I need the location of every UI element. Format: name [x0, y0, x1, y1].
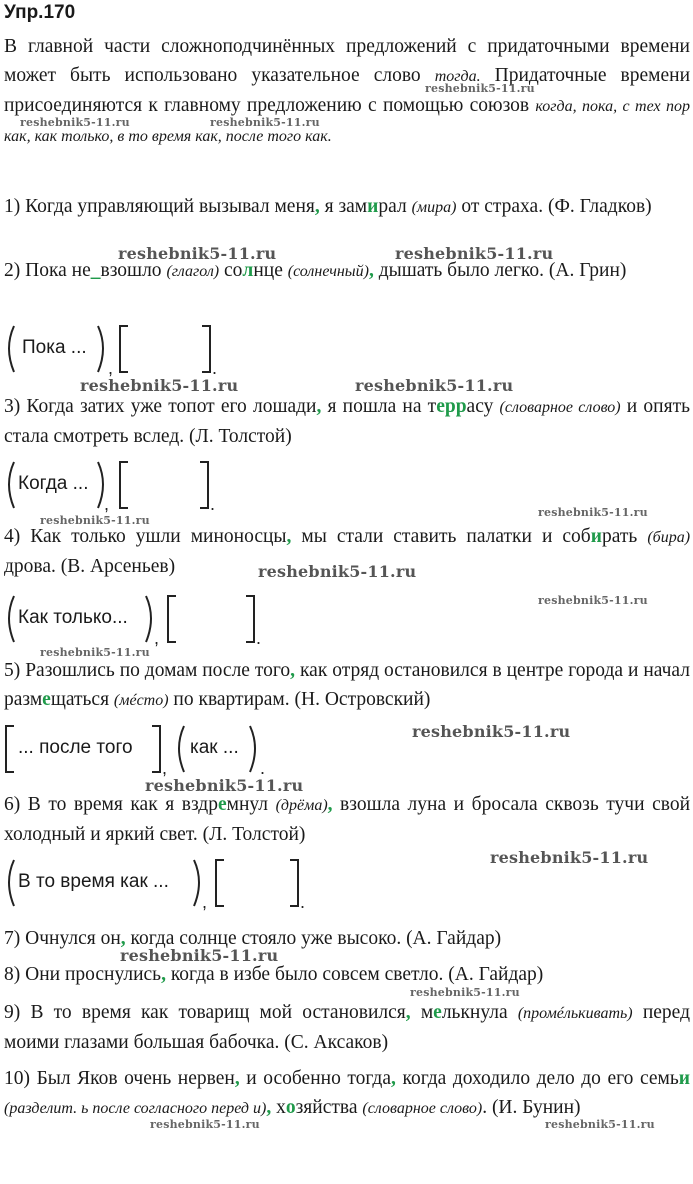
- intro-text-2: Придаточные времени присоединяются к главному предложению с помощью союзов: [4, 65, 691, 116]
- text: х: [271, 1097, 286, 1118]
- text: я зам: [319, 196, 368, 217]
- svg-text:.: .: [260, 758, 266, 778]
- watermark: reshebnik5-11.ru: [410, 986, 520, 999]
- sentence-number: 7): [4, 928, 21, 949]
- scheme-6: [4, 854, 324, 914]
- intro-text-1: В главной части сложноподчинённых предложений с придаточными времени может быть использовано указательное слово: [4, 36, 690, 86]
- watermark: reshebnik5-11.ru: [118, 244, 277, 263]
- text: как отряд остановился в центре города и начал разм: [4, 660, 690, 710]
- svg-text:.: .: [210, 494, 216, 514]
- text: Был Яков очень нервен: [36, 1068, 235, 1089]
- text: когда в избе было совсем светло. (А. Гайдар): [165, 964, 544, 985]
- text: В то время как я вздр: [27, 794, 218, 815]
- highlight-letter: и: [367, 196, 379, 217]
- intro-italic-1: тогда.: [434, 68, 481, 85]
- sentence-8: [4, 960, 690, 989]
- sentence-number: 4): [4, 526, 21, 547]
- watermark: reshebnik5-11.ru: [20, 116, 130, 129]
- text: рать: [601, 526, 648, 547]
- text: по квартирам. (Н. Островский): [168, 689, 431, 710]
- sentence-number: 6): [4, 794, 21, 815]
- scheme-label: Когда ...: [18, 473, 89, 494]
- watermark: reshebnik5-11.ru: [258, 562, 417, 581]
- watermark: reshebnik5-11.ru: [120, 946, 279, 965]
- sentence-2: [4, 256, 690, 286]
- check-word: (мира): [411, 199, 457, 216]
- highlight-letter: и: [678, 1068, 691, 1089]
- scheme-label: Пока ...: [22, 337, 87, 358]
- check-word: (глагол): [166, 263, 220, 280]
- text: В то время как товарищ мой остановился: [30, 1002, 406, 1023]
- sentence-number: 2): [4, 260, 21, 281]
- comma-mark: ,: [391, 1068, 396, 1089]
- sentence-6: [4, 790, 690, 849]
- highlight-letter: е: [433, 1002, 442, 1023]
- svg-text:.: .: [212, 358, 218, 378]
- sentence-1: [4, 192, 690, 222]
- text: зяйства: [295, 1097, 363, 1118]
- comma-mark: ,: [286, 526, 292, 547]
- text: лькнула: [441, 1002, 518, 1023]
- comma-mark: ,: [327, 794, 333, 815]
- sentence-3: [4, 392, 690, 451]
- text: и особенно тогда: [239, 1068, 392, 1089]
- sentence-number: 1): [4, 196, 21, 217]
- text: мы стали ставить палатки и соб: [291, 526, 591, 547]
- text: Когда управляющий вызывал меня: [25, 196, 315, 217]
- scheme-4: [4, 590, 274, 650]
- text: Пока не: [25, 260, 91, 281]
- svg-text:,: ,: [202, 892, 208, 912]
- comma-mark: ,: [405, 1002, 411, 1023]
- scheme-label: В то время как ...: [18, 871, 169, 892]
- check-word: (дрёма): [275, 797, 328, 814]
- scheme-3: [4, 456, 224, 516]
- comma-mark: ,: [290, 660, 296, 681]
- scheme-2: [4, 320, 224, 380]
- sentence-number: 10): [4, 1068, 30, 1089]
- check-word: (мéсто): [113, 692, 169, 709]
- watermark: reshebnik5-11.ru: [538, 594, 648, 607]
- comma-mark: ,: [234, 1068, 240, 1089]
- sentence-number: 5): [4, 660, 21, 681]
- scheme-5: [4, 720, 274, 780]
- text: Они проснулись: [25, 964, 162, 985]
- scheme-label: Как только...: [18, 607, 128, 628]
- svg-text:,: ,: [154, 628, 160, 648]
- watermark: reshebnik5-11.ru: [40, 646, 150, 659]
- comma-mark: ,: [266, 1097, 272, 1118]
- sentence-9: [4, 998, 690, 1057]
- watermark: reshebnik5-11.ru: [395, 244, 554, 263]
- text: когда доходило дело до его семь: [395, 1068, 679, 1089]
- text: взошло: [100, 260, 167, 281]
- watermark: reshebnik5-11.ru: [490, 848, 649, 867]
- scheme-label-sub: как ...: [190, 737, 239, 758]
- watermark: reshebnik5-11.ru: [80, 376, 239, 395]
- text: . (И. Бунин): [482, 1097, 581, 1118]
- watermark: reshebnik5-11.ru: [538, 506, 648, 519]
- text: со: [224, 260, 243, 281]
- text: дышать было легко. (А. Грин): [373, 260, 627, 281]
- sentence-number: 8): [4, 964, 21, 985]
- sentence-7: [4, 924, 690, 953]
- check-word: (словарное слово): [362, 1100, 483, 1117]
- text: взошла луна и бросала сквозь тучи свой холодный и яркий свет. (Л. Толстой): [4, 794, 691, 845]
- svg-text:.: .: [256, 628, 262, 648]
- sentence-number: 9): [4, 1002, 21, 1023]
- svg-text:,: ,: [162, 758, 168, 778]
- svg-text:.: .: [300, 892, 306, 912]
- watermark: reshebnik5-11.ru: [210, 116, 320, 129]
- text: м: [410, 1002, 434, 1023]
- text: и опять стала смотреть вслед. (Л. Толстой): [4, 396, 690, 447]
- text: нце: [253, 260, 288, 281]
- check-word: (промéлькивать): [517, 1005, 633, 1022]
- scheme-label-main: ... после того: [18, 737, 133, 758]
- sentence-5: [4, 656, 690, 715]
- intro-paragraph: [4, 32, 690, 151]
- comma-mark: ,: [368, 260, 374, 281]
- watermark: reshebnik5-11.ru: [40, 514, 150, 527]
- exercise-title: Упр.170: [4, 2, 76, 23]
- watermark: reshebnik5-11.ru: [412, 722, 571, 741]
- text: Когда затих уже топот его лошади: [26, 396, 317, 417]
- highlight-letter: и: [590, 526, 602, 547]
- text: когда солнце стояло уже высоко. (А. Гайдар): [125, 928, 502, 949]
- comma-mark: ,: [314, 196, 320, 217]
- intro-italic-2: когда, пока, с тех пор как, как только, в то время как, после того как.: [4, 98, 690, 145]
- watermark: reshebnik5-11.ru: [545, 1118, 655, 1131]
- text: мнул: [226, 794, 276, 815]
- watermark: reshebnik5-11.ru: [355, 376, 514, 395]
- text: Очнулся он: [25, 928, 121, 949]
- text: я пошла на т: [321, 396, 437, 417]
- comma-mark: ,: [120, 928, 126, 949]
- text: дрова. (В. Арсеньев): [4, 556, 176, 577]
- check-word: (солнечный): [287, 263, 369, 280]
- highlight-letter: ерр: [436, 396, 467, 417]
- text: от страха. (Ф. Гладков): [456, 196, 652, 217]
- text: Как только ушли миноносцы: [30, 526, 287, 547]
- svg-text:,: ,: [104, 494, 110, 514]
- watermark: reshebnik5-11.ru: [425, 82, 535, 95]
- svg-text:,: ,: [108, 358, 114, 378]
- check-word: (бира): [647, 529, 691, 546]
- highlight-letter: о: [285, 1097, 296, 1118]
- text: асу: [466, 396, 500, 417]
- check-word: (разделит. ь после согласного перед и): [4, 1100, 267, 1117]
- sentence-10: [4, 1064, 690, 1123]
- sentence-number: 3): [4, 396, 21, 417]
- comma-mark: ,: [161, 964, 166, 985]
- space-mark: _: [90, 260, 101, 281]
- highlight-letter: е: [217, 794, 227, 815]
- highlight-letter: л: [242, 260, 254, 281]
- text: рал: [378, 196, 412, 217]
- text: щаться: [50, 689, 114, 710]
- comma-mark: ,: [316, 396, 322, 417]
- text: Разошлись по домам после того: [25, 660, 291, 681]
- watermark: reshebnik5-11.ru: [150, 1118, 260, 1131]
- text: перед моими глазами большая бабочка. (С. Аксаков): [4, 1002, 690, 1053]
- check-word: (словарное слово): [499, 399, 621, 416]
- watermark: reshebnik5-11.ru: [145, 776, 304, 795]
- highlight-letter: е: [42, 689, 51, 710]
